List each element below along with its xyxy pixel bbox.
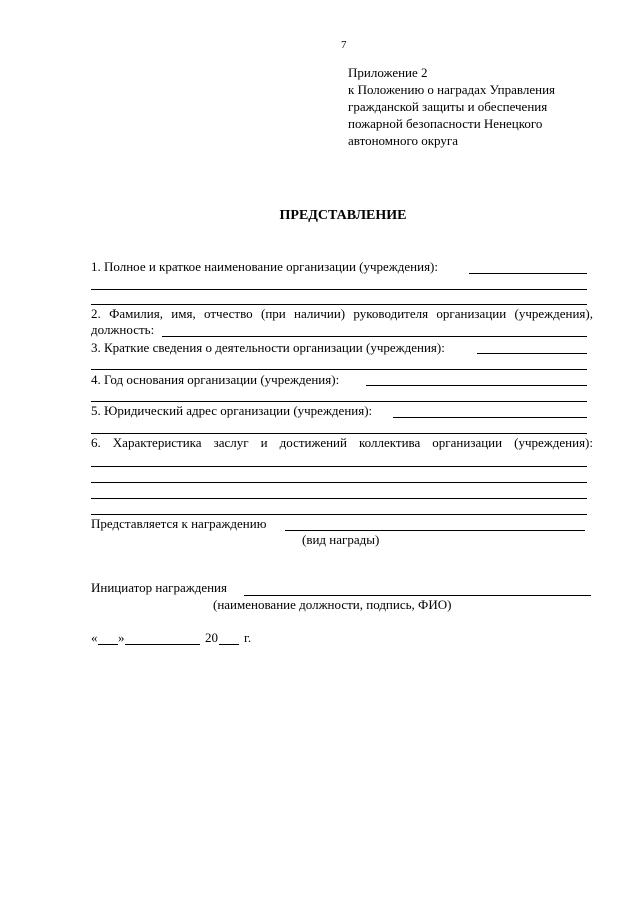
field-label-position: должность:: [91, 322, 155, 337]
fill-line[interactable]: [91, 466, 587, 467]
date-month-line[interactable]: [125, 644, 200, 645]
field-label-achievements: 6. Характеристика заслуг и достижений коллектива организации (учреждения):: [91, 435, 593, 450]
date-open-quote: «: [91, 630, 98, 645]
field-label-founding-year: 4. Год основания организации (учреждения):: [91, 372, 340, 387]
fill-line[interactable]: [91, 369, 587, 370]
field-label-head-name: 2. Фамилия, имя, отчество (при наличии) руководителя организации (учреждения),: [91, 306, 593, 321]
fill-line[interactable]: [91, 289, 587, 290]
fill-line[interactable]: [477, 353, 587, 354]
appendix-line: автономного округа: [348, 133, 458, 148]
initiator-label: Инициатор награждения: [91, 580, 227, 595]
field-label-legal-address: 5. Юридический адрес организации (учреждения):: [91, 403, 373, 418]
award-label: Представляется к награждению: [91, 516, 267, 531]
fill-line[interactable]: [91, 498, 587, 499]
fill-line[interactable]: [91, 401, 587, 402]
award-fill-line[interactable]: [285, 530, 585, 531]
appendix-block: [348, 64, 555, 149]
date-year-line[interactable]: [219, 644, 239, 645]
fill-line[interactable]: [162, 336, 587, 337]
fill-line[interactable]: [91, 433, 587, 434]
appendix-line: пожарной безопасности Ненецкого: [348, 116, 543, 131]
date-year-suffix: г.: [244, 630, 252, 645]
fill-line[interactable]: [469, 273, 587, 274]
initiator-hint: (наименование должности, подпись, ФИО): [213, 597, 452, 612]
fill-line[interactable]: [91, 304, 587, 305]
appendix-line: гражданской защиты и обеспечения: [348, 99, 548, 114]
field-label-activity: 3. Краткие сведения о деятельности организации (учреждения):: [91, 340, 445, 355]
document-title: ПРЕДСТАВЛЕНИЕ: [279, 208, 407, 223]
fill-line[interactable]: [366, 385, 587, 386]
appendix-line: к Положению о наградах Управления: [348, 82, 556, 97]
page-number: 7: [341, 39, 347, 51]
date-day-line[interactable]: [98, 644, 118, 645]
field-label-organization-name: 1. Полное и краткое наименование организации (учреждения):: [91, 259, 439, 274]
fill-line[interactable]: [393, 417, 587, 418]
date-close-quote: »: [118, 630, 125, 645]
fill-line[interactable]: [91, 482, 587, 483]
award-hint: (вид награды): [302, 532, 380, 547]
appendix-line: Приложение 2: [348, 65, 428, 80]
fill-line[interactable]: [91, 514, 587, 515]
initiator-fill-line[interactable]: [244, 595, 591, 596]
date-year-prefix: 20: [205, 630, 218, 645]
